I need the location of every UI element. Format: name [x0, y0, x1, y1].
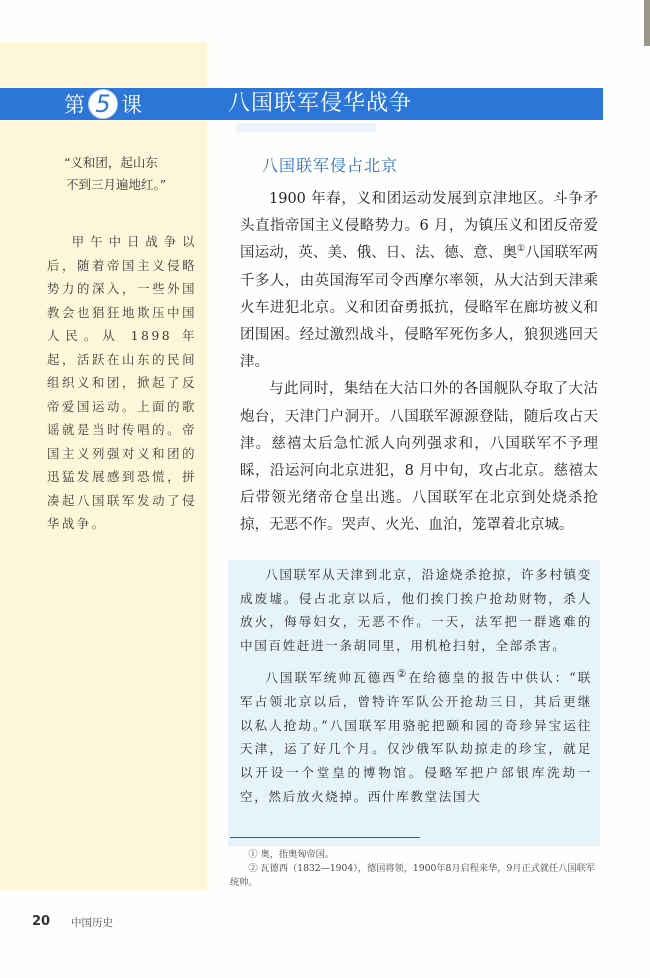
page-edge-shadow	[644, 0, 650, 46]
paragraph-text: 八国联军统帅瓦德西	[265, 670, 397, 686]
footnote-divider	[230, 837, 420, 838]
footnote-ref-2[interactable]: ②	[396, 668, 409, 681]
footnotes	[230, 848, 600, 890]
body-paragraph-2: 与此同时，集结在大沽口外的各国舰队夺取了大沽炮台，天津门户洞开。八国联军源源登陆，随后攻占天津。慈禧太后急忙派人向列强求和，八国联军不予理睬，沿运河向北京进犯，8 月中旬，攻占北京。慈禧太后带领光绪帝仓皇出逃。八国联军在北京到处烧杀抢掠，无恶不作。哭声、火光、血泊，笼罩着北京城。	[240, 381, 598, 534]
lesson-number-badge: 5	[88, 89, 118, 119]
main-body-text	[240, 186, 598, 540]
footnote-ref-1[interactable]: ①	[517, 244, 526, 255]
section-heading: 八国联军侵占北京	[262, 156, 399, 175]
lesson-label	[64, 89, 142, 119]
reading-box-text	[240, 563, 592, 808]
sidebar-text	[47, 230, 197, 536]
footnote-1: ① 奥，指奥匈帝国。	[248, 849, 334, 860]
book-title: 中国历史	[71, 917, 113, 929]
paragraph-text: 在给德皇的报告中供认：“联军占领北京以后，曾特许军队公开抢劫三日，其后更继以私人抢劫。”八国联军用骆驼把颐和园的奇珍异宝运往天津，运了好几个月。仅沙俄军队劫掠走的珍宝，就足以开设一个堂皇的博物馆。侵略军把户部银库洗劫一空，然后放火烧掉。西什库教堂法国大	[240, 670, 592, 804]
lesson-prefix: 第	[64, 93, 85, 117]
quote-line-2: 不到三月遍地红。”	[66, 177, 167, 192]
page-number: 20	[32, 914, 51, 929]
paragraph-text: 八国联军两千多人，由英国海军司令西摩尔率领，从大沽到天津乘火车进犯北京。义和团奋勇抵抗，侵略军在廊坊被义和团围困。经过激烈战斗，侵略军死伤多人，狼狈逃回天津。	[240, 245, 599, 371]
paragraph-text: 1900 年春，义和团运动发展到京津地区。斗争矛头直指帝国主义侵略势力。6 月，为镇压义和团反帝爱国运动，英、美、俄、日、法、德、意、奥	[240, 191, 598, 262]
box-paragraph-2	[240, 663, 592, 808]
body-paragraph-1	[240, 186, 598, 376]
footnote-2: ② 瓦德西（1832—1904），德国将领，1900年8月启程来华，9月正式就任八国联军统帅。	[230, 863, 595, 888]
banner-reflection	[236, 123, 376, 132]
box-paragraph-1: 八国联军从天津到北京，沿途烧杀抢掠，许多村镇变成废墟。侵占北京以后，他们挨门挨户抢劫财物，杀人放火，侮辱妇女，无恶不作。一天，法军把一群逃难的中国百姓赶进一条胡同里，用机枪扫射，全部杀害。	[240, 567, 592, 653]
quote-line-1: “义和团，起山东	[64, 155, 158, 170]
lesson-title: 八国联军侵华战争	[228, 91, 413, 116]
lesson-suffix: 课	[121, 93, 142, 117]
sidebar-paragraph: 甲午中日战争以后，随着帝国主义侵略势力的深入，一些外国教会也猖狂地欺压中国人民。从 1898 年起，活跃在山东的民间组织义和团，掀起了反帝爱国运动。上面的歌谣就是当时传唱的。帝国主义列强对义和团的迅猛发展感到恐慌，拼凑起八国联军发动了侵华战争。	[47, 234, 197, 531]
sidebar-quote	[64, 152, 204, 196]
lesson-banner	[0, 88, 603, 120]
